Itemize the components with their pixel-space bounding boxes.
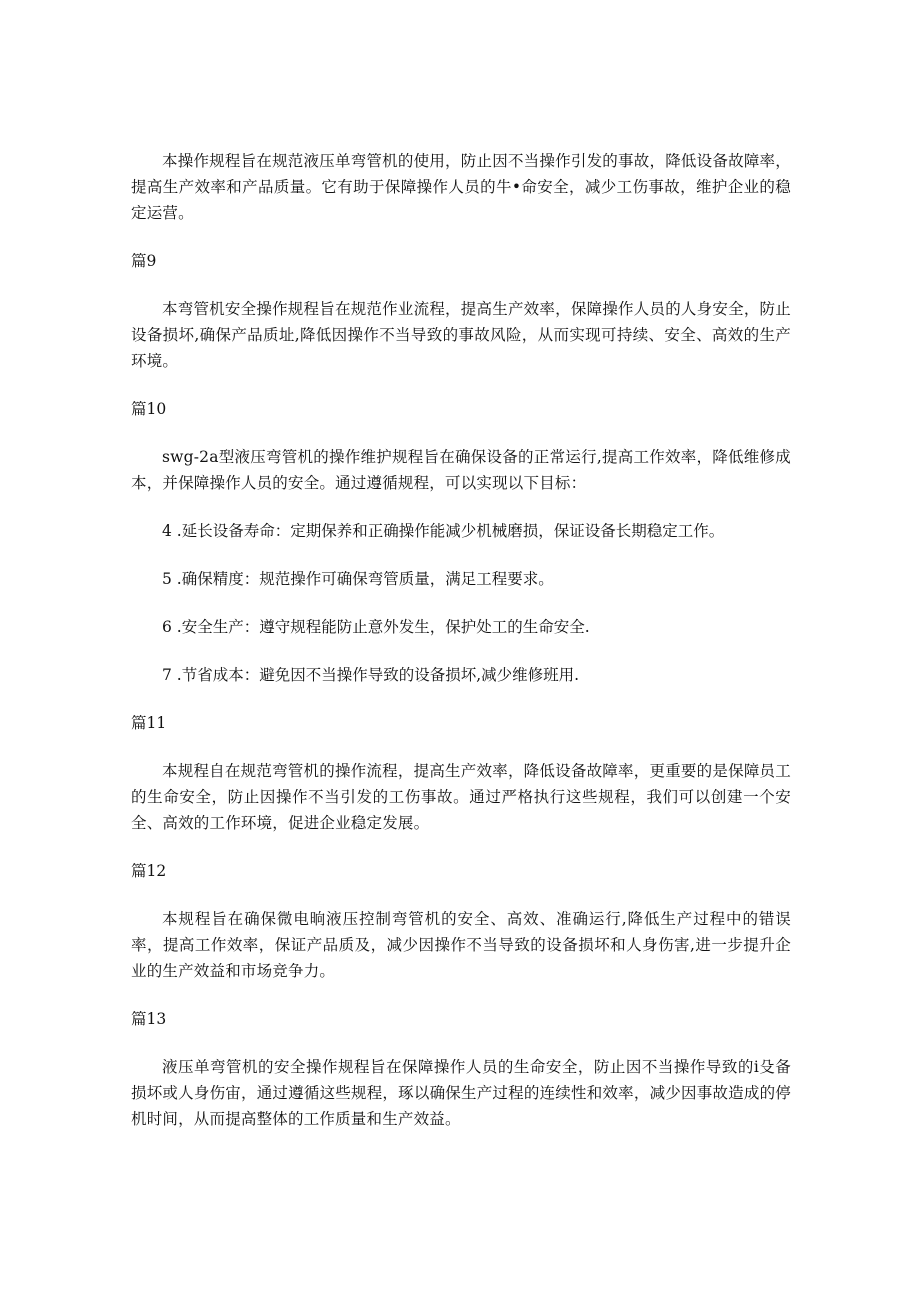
section-9-paragraph: 本弯管机安全操作规程旨在规范作业流程，提高生产效率，保障操作人员的人身安全，防止设备损坏,确保产品质址,降低因操作不当导致的事故风险，从而实现可持续、安全、高效的生产环境。 bbox=[131, 300, 791, 370]
list-item-5: 5 .确保精度：规范操作可确保弯管质量，满足工程要求。 bbox=[162, 570, 554, 588]
list-item-7: 7 .节省成本：避免因不当操作导致的设备损坏,减少维修班用. bbox=[162, 666, 580, 684]
section-heading-12: 篇12 bbox=[131, 862, 167, 880]
section-10-paragraph: swg-2a型液压弯管机的操作维护规程旨在确保设备的正常运行,提高工作效率，降低维修成本，并保障操作人员的安全。通过遵循规程，可以实现以下目标： bbox=[131, 448, 791, 492]
list-item-4: 4 .延长设备寿命：定期保养和正确操作能减少机械磨损，保证设备长期稳定工作。 bbox=[162, 522, 725, 540]
section-heading-11: 篇11 bbox=[131, 714, 167, 732]
list-item-6: 6 .安全生产：遵守规程能防止意外发生，保护处工的生命安全. bbox=[162, 618, 590, 636]
document-body bbox=[131, 148, 791, 1154]
intro-paragraph: 本操作规程旨在规范液压单弯管机的使用，防止因不当操作引发的事故，降低设备故障率，提高生产效率和产品质量。它有助于保障操作人员的牛•命安全，减少工伤事故，维护企业的稳定运营。 bbox=[131, 152, 791, 222]
section-heading-10: 篇10 bbox=[131, 400, 167, 418]
section-heading-13: 篇13 bbox=[131, 1010, 167, 1028]
section-12-paragraph: 本规程旨在确保微电晌液压控制弯管机的安全、高效、准确运行,降低生产过程中的错误率，提高工作效率，保证产品质及，减少因操作不当导致的设备损坏和人身伤害,进一步提升企业的生产效益和市场竞争力。 bbox=[131, 910, 791, 980]
section-13-paragraph: 液压单弯管机的安全操作规程旨在保障操作人员的生命安全，防止因不当操作导致的i殳备损坏或人身伤宙，通过遵循这些规程，琢以确保生产过程的连续性和效率，减少因事故造成的停机时间，从而提高整体的工作质量和生产效益。 bbox=[131, 1058, 791, 1128]
section-11-paragraph: 本规程自在规范弯管机的操作流程，提高生产效率，降低设备故障率，更重要的是保障员工的生命安全，防止因操作不当引发的工伤事故。通过严格执行这些规程，我们可以创建一个安全、高效的工作环境，促进企业稳定发展。 bbox=[131, 762, 791, 832]
section-heading-9: 篇9 bbox=[131, 252, 157, 270]
